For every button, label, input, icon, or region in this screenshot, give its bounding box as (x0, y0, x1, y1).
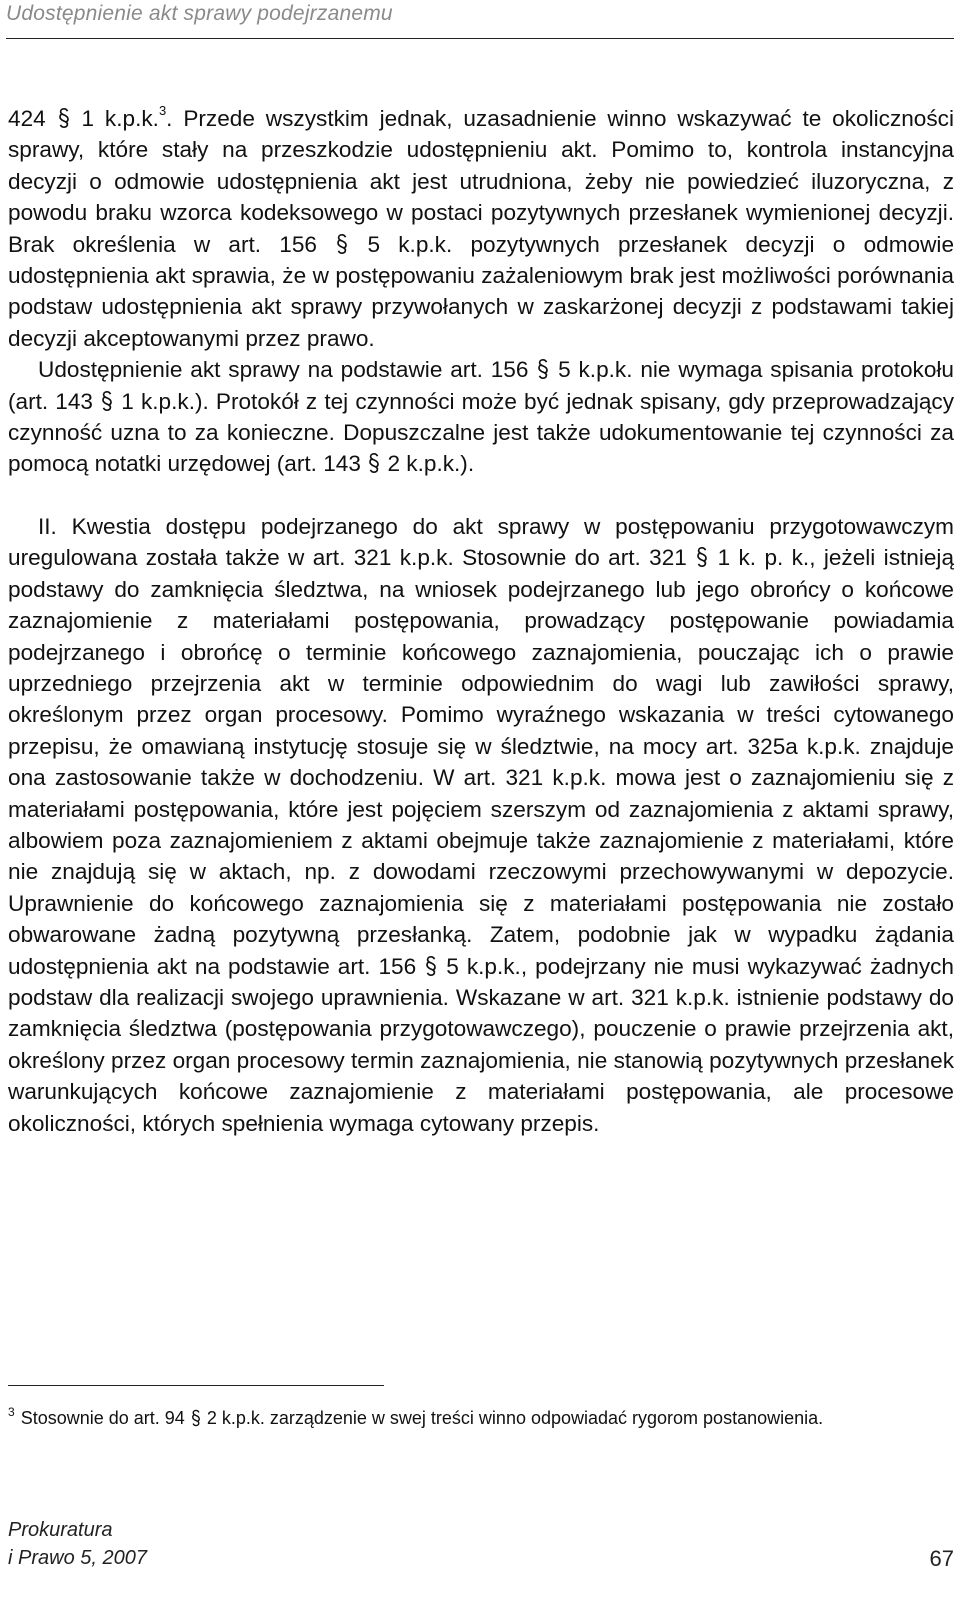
paragraph-2: Udostępnienie akt sprawy na podstawie art. 156 5 k.p.k. nie wymaga spisania protokołu (art. 143 1 k.p.k.). Protokół z tej czynności może być jednak spisany, gdy przeprowadzający czynność uzna to za konieczne. Dopuszczalne jest także udokumentowanie tej czynności za pomocą notatki urzędowej (art. 143 2 k.p.k.). (8, 357, 955, 477)
paragraph-gap (8, 480, 954, 511)
footnote-number: 3 (8, 1405, 15, 1419)
section-sign-icon (335, 233, 349, 255)
running-header (6, 0, 954, 39)
page-number: 67 (929, 1546, 954, 1571)
footnote-3: $^3$ Stosownie do art. 94 2 k.p.k. zarządzenie w swej treści winno odpowiadać rygorom postanowienia. (8, 1405, 824, 1428)
page-footer (8, 1516, 954, 1586)
main-text (8, 103, 954, 1139)
section-sign-icon (190, 1409, 202, 1427)
section-sign-icon (695, 546, 709, 568)
section-sign-icon (100, 390, 114, 412)
journal-name: Prokuratura i Prawo 5, 2007 (8, 1519, 147, 1569)
running-title: Udostępnienie akt sprawy podejrzanemu (6, 2, 393, 25)
paragraph-1: 424 1 k.p.k.$^3$. Przede wszystkim jednak, uzasadnienie winno wskazywać te okoliczności sprawy, które stały na przeszkodzie udostępnieniu akt. Pomimo to, kontrola instancyjna decyzji o odmowie udostępnienia akt jest utrudniona, żeby nie powiedzieć iluzoryczna, z powodu braku wzorca kodeksowego w postaci pozytywnych przesłanek wymienionej decyzji. Brak określenia w art. 156 5 k.p.k. pozytywnych przesłanek decyzji o odmowie udostępnienia akt sprawia, że w postępowaniu zażaleniowym brak jest możliwości porównania podstaw udostępnienia akt sprawy przywołanych w zaskarżonej decyzji z podstawami takiej decyzji akceptowanymi przez prawo. (8, 103, 955, 351)
section-sign-icon (536, 358, 550, 380)
section-sign-icon (367, 452, 381, 474)
paragraph-3: II. Kwestia dostępu podejrzanego do akt sprawy w postępowaniu przygotowawczym uregulowana została także w art. 321 k.p.k. Stosownie do art. 321 1 k. p. k., jeżeli istnieją podstawy do zamknięcia śledztwa, na wniosek podejrzanego lub jego obrońcy o końcowe zaznajomienie z materiałami postępowania, prowadzący postępowanie powiadamia podejrzanego i obrońcę o terminie końcowego zaznajomienia, pouczając ich o prawie uprzedniego przejrzenia akt w terminie odpowiednim do wagi lub zawiłości sprawy, określonym przez organ procesowy. Pomimo wyraźnego wskazania w treści cytowanego przepisu, że omawianą instytucję stosuje się w śledztwie, na mocy art. 325a k.p.k. znajduje ona zastosowanie także w dochodzeniu. W art. 321 k.p.k. mowa jest o zaznajomieniu się z materiałami postępowania, które jest pojęciem szerszym od zaznajomienia z aktami sprawy, albowiem poza zaznajomieniem z aktami obejmuje także zaznajomienie z materiałami, które nie znajdują się w aktach, np. z dowodami rzeczowymi przechowywanymi w depozycie. Uprawnienie do końcowego zaznajomienia się z materiałami postępowania nie zostało obwarowane żadną pozytywną przesłanką. Zatem, podobnie jak w wypadku żądania udostępnienia akt na podstawie art. 156 5 k.p.k., podejrzany nie musi wykazywać żadnych podstaw dla realizacji swojego uprawnienia. Wskazane w art. 321 k.p.k. istnienie podstawy do zamknięcia śledztwa (postępowania przygotowawczego), pouczenie o prawie przejrzenia akt, określony przez organ procesowy termin zaznajomienia, nie stanowią pozytywnych przesłanek warunkujących końcowe zaznajomienie z materiałami postępowania, ale procesowe okoliczności, których spełnienia wymaga cytowany przepis. (8, 513, 955, 1136)
footnote-divider (8, 1385, 384, 1386)
section-sign-icon (424, 955, 438, 977)
footnote-ref-3: 3 (158, 103, 167, 118)
section-sign-icon (57, 107, 71, 129)
